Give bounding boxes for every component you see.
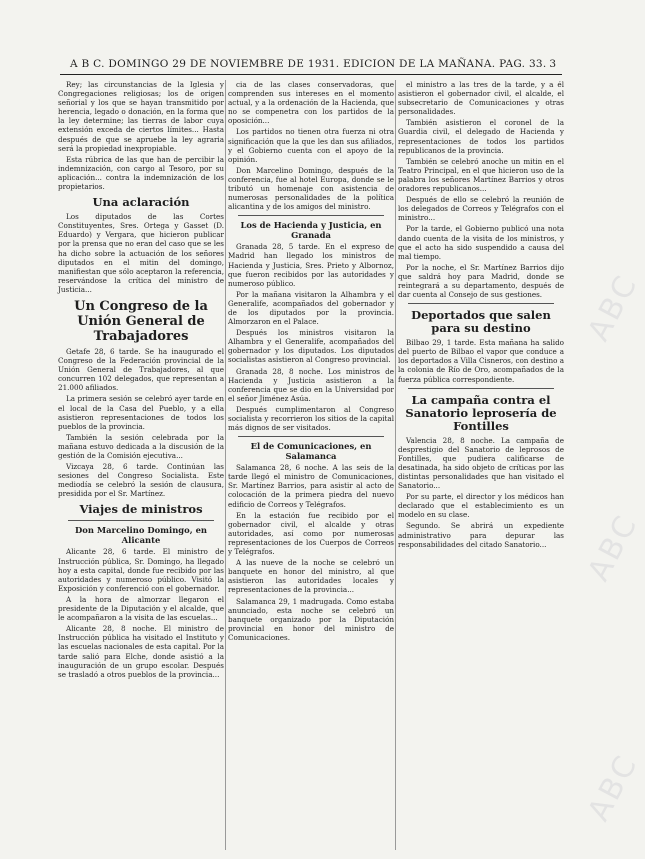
watermark-text: ABC bbox=[581, 508, 645, 587]
article-paragraph: También la sesión celebrada por la mañana estuvo dedicada a la discusión de la gestión de la Comisión ejecutiva... bbox=[58, 432, 224, 460]
article-paragraph: Bilbao 29, 1 tarde. Esta mañana ha salido del puerto de Bilbao el vapor que conduce a los deportados a Villa Cisneros, con destino a la colonia de Río de Oro, acompañados de la fuerza pública correspondiente. bbox=[398, 338, 564, 384]
article-paragraph: Rey; las circunstancias de la Iglesia y Congregaciones religiosas; los de origen señorial y los que se hayan transmitido por herencia, legado o donación, en la forma que la ley determine; las tierras de labor cuya extensión exceda de ciertos límites... Hasta después de que se apruebe la ley agraria será la propiedad inexpropiable. bbox=[58, 80, 224, 153]
article-paragraph: La primera sesión se celebró ayer tarde en el local de la Casa del Pueblo, y a ella asistieron representaciones de todos los pueblos de la provincia. bbox=[58, 394, 224, 431]
article-paragraph: Granada 28, 5 tarde. En el expreso de Madrid han llegado los ministros de Hacienda y Justicia, Sres. Prieto y Albornoz, que fueron recibidos por las autoridades y numeroso público. bbox=[228, 242, 394, 288]
section-divider bbox=[68, 520, 214, 521]
header-text: A B C. DOMINGO 29 DE NOVIEMBRE DE 1931. EDICION DE LA MAÑANA. PAG. 33. bbox=[70, 58, 547, 70]
article-paragraph: También asistieron el coronel de la Guardia civil, el delegado de Hacienda y representaciones de todos los partidos republicanos de la provincia. bbox=[398, 118, 564, 155]
article-paragraph: Por su parte, el director y los médicos han declarado que el establecimiento es un modelo en su clase. bbox=[398, 492, 564, 520]
headline-campana-fontilles: La campaña contra el Sanatorio leprosería de Fontilles bbox=[405, 392, 557, 433]
article-paragraph: Después de ello se celebró la reunión de los delegados de Correos y Telégrafos con el ministro... bbox=[398, 195, 564, 223]
article-paragraph: En la estación fue recibido por el gobernador civil, el alcalde y otras autoridades, así como por numerosas representaciones de los Cuerpos de Correos y Telégrafos. bbox=[228, 510, 394, 557]
column-divider bbox=[225, 80, 226, 850]
article-paragraph: Los partidos no tienen otra fuerza ni otra significación que la que les dan sus afiliados, y el Gobierno cuenta con el apoyo de la opinión. bbox=[228, 127, 394, 164]
article-paragraph: Por la mañana visitaron la Alhambra y el Generalife, acompañados del gobernador y de los diputados por la provincia. Almorzaron en el Palace. bbox=[228, 289, 394, 327]
article-paragraph: Esta rúbrica de las que han de percibir la indemnización, con cargo al Tesoro, por su aplicación... contra la indemnización de los propietarios. bbox=[58, 154, 224, 192]
article-paragraph: Don Marcelino Domingo, después de la conferencia, fue al hotel Europa, donde se le tributó un homenaje con asistencia de numerosas personalidades de la política alicantina y de los amigos del ministro. bbox=[228, 165, 394, 212]
article-paragraph: Granada 28, 8 noche. Los ministros de Hacienda y Justicia asistieron a la conferencia que se dio en la Universidad por el señor Jiménez Asúa. bbox=[228, 366, 394, 403]
subheadline-domingo-alicante: Don Marcelino Domingo, en Alicante bbox=[74, 525, 208, 546]
article-paragraph: Valencia 28, 8 noche. La campaña de desprestigio del Sanatorio de leprosos de Fontilles, que pudiera calificarse de desatinada, ha sido objeto de críticas por las distintas personalidades que han visitado el Sanatorio... bbox=[398, 435, 564, 491]
article-paragraph: Por la noche, el Sr. Martínez Barrios dijo que saldrá hoy para Madrid, donde se reintegrará a su departamento, después de dar cuenta al Consejo de sus gestiones. bbox=[398, 262, 564, 300]
article-paragraph: Los diputados de las Cortes Constituyentes, Sres. Ortega y Gasset (D. Eduardo) y Vergara, que hicieron publicar por la prensa que no eran del caso que se les ha dicho sobre la actuación de los señores diputados en el mitin del domingo, manifiestan que sólo aceptaron la referencia, reservándose la crítica del ministro de Justicia... bbox=[58, 212, 224, 294]
watermark-text: ABC bbox=[581, 748, 645, 827]
article-paragraph: Alicante 28, 6 tarde. El ministro de Instrucción pública, Sr. Domingo, ha llegado hoy a esta capital, donde fue recibido por las autoridades y numeroso público. Visitó la Exposición y conferenció con el gobernador. bbox=[58, 547, 224, 593]
page-header bbox=[0, 58, 620, 72]
section-divider bbox=[408, 303, 554, 304]
headline-una-aclaracion: Una aclaración bbox=[92, 195, 190, 210]
article-paragraph: También se celebró anoche un mitin en el Teatro Principal, en el que hicieron uso de la palabra los señores Martínez Barrios y otros oradores republicanos... bbox=[398, 156, 564, 194]
watermark-text: ABC bbox=[581, 268, 645, 347]
article-paragraph: A la hora de almorzar llegaron el presidente de la Diputación y el alcalde, que le acompañaron a la visita de las escuelas... bbox=[58, 594, 224, 623]
section-divider bbox=[238, 215, 384, 216]
article-paragraph: Después cumplimentaron al Congreso socialista y recorrieron los sitios de la capital más dignos de ser visitados. bbox=[228, 404, 394, 433]
column-1 bbox=[58, 80, 224, 850]
article-paragraph: Después los ministros visitaron la Alhambra y el Generalife, acompañados del gobernador y los diputados. Los diputados socialistas asistieron al Congreso provincial. bbox=[228, 328, 394, 365]
article-paragraph: Salamanca 29, 1 madrugada. Como estaba anunciado, esta noche se celebró un banquete organizado por la Diputación provincial en honor del ministro de Comunicaciones. bbox=[228, 596, 394, 642]
header-rule bbox=[60, 74, 562, 75]
section-divider bbox=[408, 388, 554, 389]
article-paragraph: el ministro a las tres de la tarde, y a él asistieron el gobernador civil, el alcalde, el subsecretario de Comunicaciones y otras personalidades. bbox=[398, 80, 564, 117]
article-paragraph: Getafe 28, 6 tarde. Se ha inaugurado el Congreso de la Federación provincial de la Unión General de Trabajadores, al que concurren 102 delegados, que representan a 21.000 afiliados. bbox=[58, 346, 224, 393]
subheadline-hacienda-justicia: Los de Hacienda y Justicia, en Granada bbox=[240, 220, 382, 241]
column-2 bbox=[228, 80, 394, 850]
column-3 bbox=[398, 80, 564, 850]
article-paragraph: Por la tarde, el Gobierno publicó una nota dando cuenta de la visita de los ministros, y que el acto ha sido suspendido a causa del mal tiempo. bbox=[398, 224, 564, 261]
section-divider bbox=[238, 436, 384, 437]
headline-viajes-ministros: Viajes de ministros bbox=[79, 502, 203, 517]
article-paragraph: Segundo. Se abrirá un expediente administrativo para depurar las responsabilidades del citado Sanatorio... bbox=[398, 521, 564, 549]
watermark bbox=[578, 230, 645, 850]
article-paragraph: Vizcaya 28, 6 tarde. Continúan las sesiones del Congreso Socialista. Este mediodía se celebró la sesión de clausura, presidida por el Sr. Martínez. bbox=[58, 462, 224, 499]
article-paragraph: A las nueve de la noche se celebró un banquete en honor del ministro, al que asistieron las autoridades locales y representaciones de la provincia... bbox=[228, 558, 394, 595]
article-paragraph: cia de las clases conservadoras, que comprenden sus intereses en el momento actual, y a la ordenación de la Hacienda, que no se compenetra con los partidos de la oposición... bbox=[228, 80, 394, 126]
column-divider bbox=[395, 80, 396, 850]
subheadline-comunicaciones-salamanca: El de Comunicaciones, en Salamanca bbox=[250, 441, 372, 462]
headline-congreso-ugt: Un Congreso de la Unión General de Trabajadores bbox=[74, 298, 208, 344]
article-paragraph: Alicante 28, 8 noche. El ministro de Instrucción pública ha visitado el Instituto y las escuelas nacionales de esta capital. Por la tarde salió para Elche, donde asistió a la inauguración de un grupo escolar. Después se trasladó a otros pueblos de la provincia... bbox=[58, 624, 224, 679]
page-number: 3 bbox=[549, 58, 556, 70]
article-paragraph: Salamanca 28, 6 noche. A las seis de la tarde llegó el ministro de Comunicaciones, Sr. Martínez Barrios, para asistir al acto de colocación de la primera piedra del nuevo edificio de Correos y Telégrafos. bbox=[228, 463, 394, 509]
headline-deportados: Deportados que salen para su destino bbox=[411, 308, 551, 336]
